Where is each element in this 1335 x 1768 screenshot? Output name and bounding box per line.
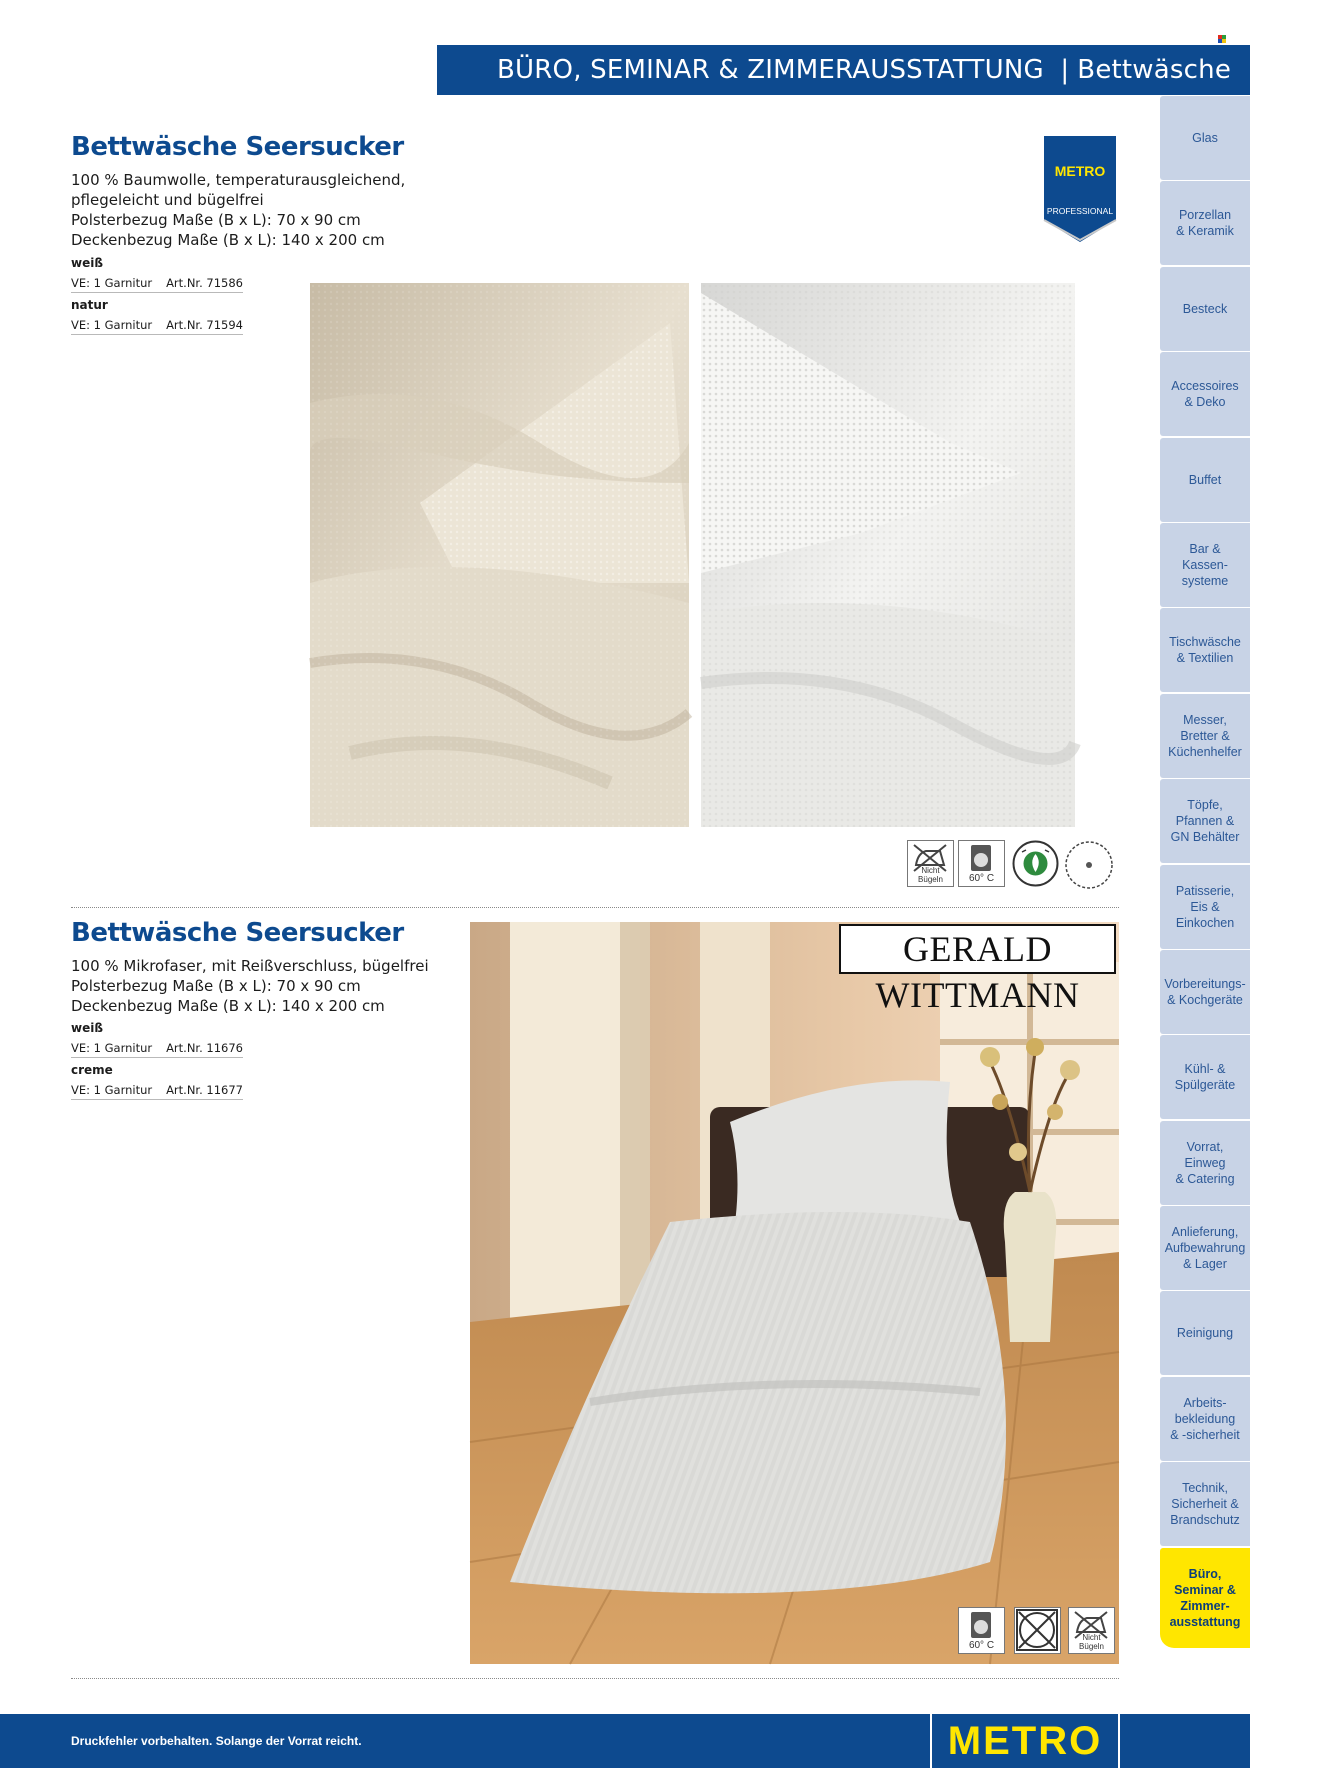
variant-row (71, 272, 243, 293)
product-photo-natur (310, 283, 689, 827)
side-tab-label: Vorrat, Einweg & Catering (1175, 1139, 1235, 1186)
side-tab-label: Buffet (1188, 472, 1222, 487)
variant-item (71, 255, 243, 293)
product-2-variants (71, 1020, 243, 1104)
side-tab-buero-seminar-active[interactable] (1160, 1548, 1250, 1648)
side-tab-vorbereitungsgeraete[interactable] (1160, 950, 1250, 1034)
side-tab-accessoires-deko[interactable] (1160, 352, 1250, 436)
print-registration-mark (1218, 35, 1226, 43)
variant-art-nr: Art.Nr. 71594 (166, 318, 243, 332)
side-tab-label: Vorbereitungs- & Kochgeräte (1164, 976, 1246, 1007)
no-iron-caption: Nicht Bügeln (918, 866, 943, 884)
variant-art-nr: Art.Nr. 11677 (166, 1083, 243, 1097)
variant-ve: VE: 1 Garnitur (71, 318, 153, 332)
variant-color: weiß (71, 1021, 103, 1035)
product-1-desc-line: pflegeleicht und bügelfrei (71, 191, 264, 209)
product-photo-bedroom (470, 922, 1119, 1664)
metro-professional-badge (1042, 136, 1118, 242)
side-tab-label: Tischwäsche & Textilien (1169, 635, 1241, 666)
side-tab-bar-kassensysteme[interactable] (1160, 523, 1250, 607)
material-seal-icon (1064, 840, 1111, 887)
side-tab-label: Anlieferung, Aufbewahrung & Lager (1164, 1225, 1246, 1272)
header-section: BÜRO, SEMINAR & ZIMMERAUSSTATTUNG (497, 55, 1044, 85)
variant-art-nr: Art.Nr. 11676 (166, 1041, 243, 1055)
variant-color: natur (71, 298, 108, 312)
footer-disclaimer: Druckfehler vorbehalten. Solange der Vorrat reicht. (71, 1734, 362, 1748)
variant-color: creme (71, 1063, 113, 1077)
side-tab-label: Porzellan & Keramik (1176, 208, 1234, 239)
variant-ve: VE: 1 Garnitur (71, 1083, 153, 1097)
side-tab-label: Besteck (1182, 301, 1228, 316)
variant-ve: VE: 1 Garnitur (71, 1041, 153, 1055)
wash-60-icon (958, 1607, 1005, 1654)
side-tab-porzellan-keramik[interactable] (1160, 181, 1250, 265)
side-tab-technik-sicherheit[interactable] (1160, 1462, 1250, 1546)
page-number: 443 (1284, 55, 1335, 85)
variant-art-nr: Art.Nr. 71586 (166, 276, 243, 290)
side-tab-label: Reinigung (1176, 1326, 1234, 1341)
side-tab-label: Töpfe, Pfannen & GN Behälter (1170, 798, 1240, 845)
no-iron-icon (907, 840, 954, 887)
product-2-desc-line: 100 % Mikrofaser, mit Reißverschluss, bügelfrei (71, 957, 429, 975)
side-tab-label: Accessoires & Deko (1171, 379, 1239, 410)
no-iron-icon (1068, 1607, 1115, 1654)
product-1-title: Bettwäsche Seersucker (71, 132, 404, 162)
side-tab-label: Glas (1192, 131, 1218, 145)
category-side-nav (1160, 96, 1250, 1649)
side-tab-arbeitsbekleidung[interactable] (1160, 1377, 1250, 1461)
side-tab-label: Büro, Seminar & Zimmer- ausstattung (1169, 1566, 1241, 1629)
header-separator: | (1060, 55, 1070, 85)
wash-60-icon (958, 840, 1005, 887)
variant-row (71, 314, 243, 335)
product-1-desc-line: 100 % Baumwolle, temperaturausgleichend, (71, 171, 406, 189)
badge-label: PROFESSIONAL (1046, 206, 1114, 216)
product-2-description (71, 956, 429, 1016)
product-2-title: Bettwäsche Seersucker (71, 918, 404, 948)
no-iron-caption: Nicht Bügeln (1079, 1633, 1104, 1651)
side-tab-label: Bar & Kassen- systeme (1181, 541, 1229, 588)
brand-logo-gerald-wittmann: GERALD WITTMANN (839, 924, 1116, 974)
product-1-desc-line: Deckenbezug Maße (B x L): 140 x 200 cm (71, 231, 385, 249)
product-1-desc-line: Polsterbezug Maße (B x L): 70 x 90 cm (71, 211, 361, 229)
variant-ve: VE: 1 Garnitur (71, 276, 153, 290)
product-2-desc-line: Deckenbezug Maße (B x L): 140 x 200 cm (71, 997, 385, 1015)
side-tab-label: Kühl- & Spülgeräte (1174, 1062, 1236, 1093)
side-tab-label: Technik, Sicherheit & Brandschutz (1170, 1481, 1240, 1528)
variant-item (71, 1020, 243, 1058)
side-tab-vorrat-einweg[interactable] (1160, 1121, 1250, 1205)
wash-60-caption: 60° C (968, 1640, 995, 1651)
side-tab-messer-bretter[interactable] (1160, 694, 1250, 778)
side-tab-reinigung[interactable] (1160, 1291, 1250, 1375)
page-header (437, 45, 1335, 95)
side-tab-label: Patisserie, Eis & Einkochen (1175, 883, 1235, 930)
variant-row (71, 1079, 243, 1100)
side-tab-toepfe-pfannen[interactable] (1160, 779, 1250, 863)
header-category: Bettwäsche (1077, 55, 1232, 85)
no-tumble-dry-icon (1014, 1607, 1061, 1654)
header-separator-2: | (1253, 55, 1263, 85)
product-1-description (71, 170, 405, 250)
side-tab-besteck[interactable] (1160, 267, 1250, 351)
variant-row (71, 1037, 243, 1058)
side-tab-glas[interactable] (1160, 96, 1250, 180)
section-divider (71, 1678, 1119, 1679)
variant-item (71, 1062, 243, 1100)
side-tab-patisserie[interactable] (1160, 865, 1250, 949)
variant-color: weiß (71, 256, 103, 270)
product-2-desc-line: Polsterbezug Maße (B x L): 70 x 90 cm (71, 977, 361, 995)
section-divider (71, 907, 1119, 908)
badge-brand: METRO (1054, 163, 1106, 179)
cotton-seal-icon (1012, 840, 1059, 887)
side-tab-buffet[interactable] (1160, 438, 1250, 522)
side-tab-tischwaesche-textilien[interactable] (1160, 608, 1250, 692)
footer-metro-logo: METRO (930, 1714, 1120, 1768)
wash-60-caption: 60° C (968, 873, 995, 884)
variant-item (71, 297, 243, 335)
side-tab-anlieferung-lager[interactable] (1160, 1206, 1250, 1290)
product-photo-weiss (701, 283, 1075, 827)
product-1-variants (71, 255, 243, 339)
side-tab-label: Arbeits- bekleidung & -sicherheit (1170, 1395, 1240, 1442)
side-tab-label: Messer, Bretter & Küchenhelfer (1168, 712, 1242, 759)
side-tab-kuehl-spuelgeraete[interactable] (1160, 1035, 1250, 1119)
